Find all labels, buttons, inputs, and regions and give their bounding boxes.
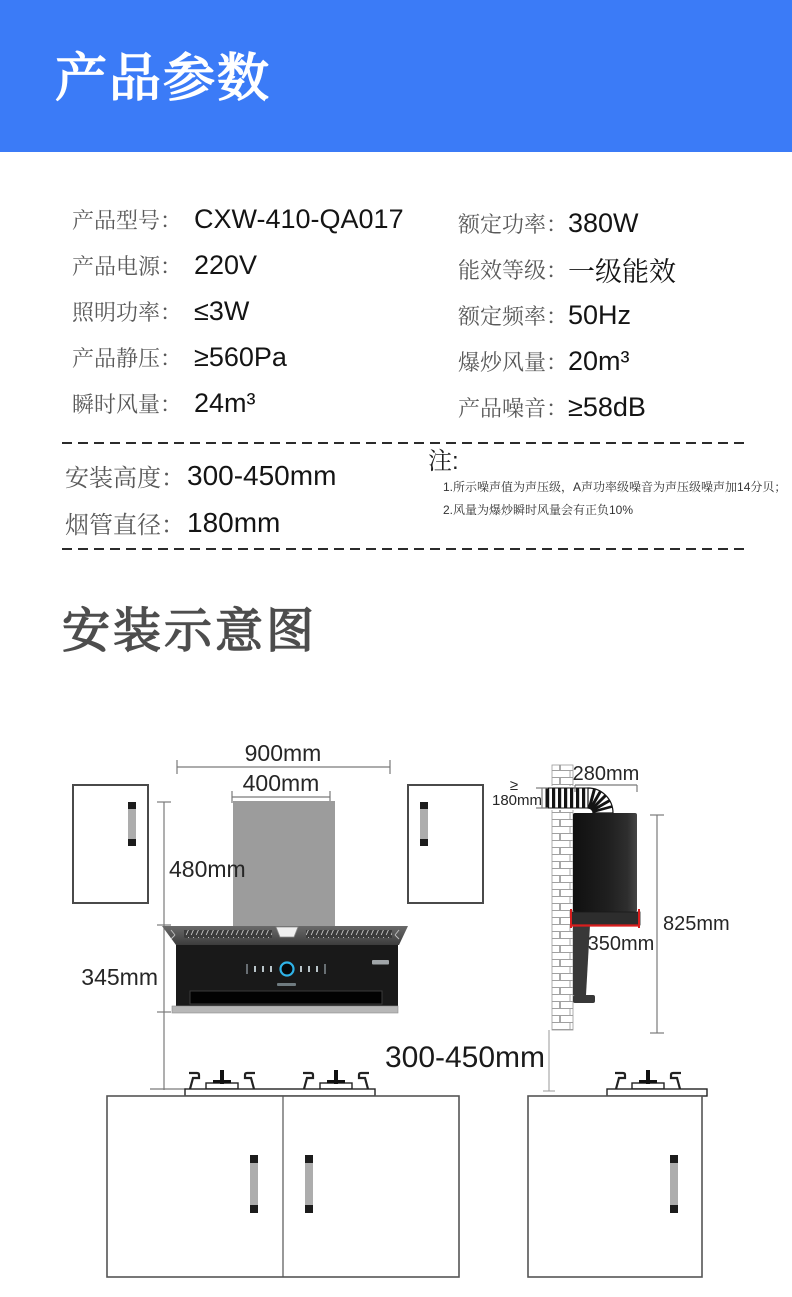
spec-value: ≤3W [194,295,250,326]
installation-diagram [0,737,792,1297]
install-label: 安装高度： [65,465,185,492]
spec-label: 爆炒风量： [458,349,569,375]
notes-block [428,441,787,522]
dim-top-depth: 280mm [572,763,640,785]
hood-model-text [277,983,296,986]
cabinet-handle [128,802,136,846]
wall-cabinet-left [73,785,148,903]
spec-row [72,196,404,242]
spec-row [458,338,676,384]
dim-front-body-height: 345mm [81,964,158,990]
spec-column-right [458,200,676,430]
spec-column-left [72,196,404,426]
spec-value: ≥58dB [568,391,646,422]
dim-total-height: 825mm [663,913,730,935]
note-line-2: 2.风量为爆炒瞬时风量会有正负10% [443,503,634,517]
install-row [65,452,336,499]
cabinet-handle [305,1155,313,1213]
dim-front-total-width: 900mm [244,740,322,766]
install-value: 300-450mm [187,459,337,491]
vent-right [306,930,392,938]
spec-label: 照明功率： [72,299,183,325]
hood-chimney [233,801,335,926]
spec-label: 产品电源： [72,253,183,279]
side-view [492,763,730,1277]
hood-glass-panel [190,991,382,1004]
hood-body [172,945,398,1013]
install-row [65,499,336,546]
dim-body-depth: 350mm [587,933,655,955]
hood-knob [281,963,294,976]
spec-label: 额定功率： [458,211,569,237]
hood-side-plate [571,912,640,925]
spec-value: 50Hz [568,299,632,330]
spec-row [458,246,676,292]
page-title: 产品参数 [55,50,272,108]
spec-value: 一级能效 [568,256,676,287]
spec-value: 220V [194,249,258,280]
spec-row [72,288,404,334]
section-title-installation: 安装示意图 [62,605,318,658]
wall-cabinet-right [408,785,483,903]
front-view [73,740,545,1277]
base-cabinet-side [528,1096,702,1277]
dim-install-height: 300-450mm [384,1041,546,1074]
notes-title: 注: [428,448,459,475]
spec-label: 产品噪音： [458,395,569,421]
dim-front-chimney-height: 480mm [169,856,246,882]
dim-front-duct-width: 400mm [242,770,320,796]
cooktop-front [185,1070,375,1096]
cabinet-handle [670,1155,678,1213]
spec-row [458,384,676,430]
dim-duct-gte: ≥ [509,777,519,794]
dim-duct-diameter: 180mm [491,792,543,809]
spec-row [72,242,404,288]
spec-value: CXW-410-QA017 [194,203,404,234]
spec-row [458,292,676,338]
spec-row [72,334,404,380]
install-label: 烟管直径： [65,512,185,539]
hood-logo [372,960,389,965]
hood-side-profile [571,813,640,1003]
note-line-1: 1.所示噪声值为声压级，A声功率级噪音为声压级噪声加14分贝； [443,480,787,494]
cabinet-handle [420,802,428,846]
spec-value: ≥560Pa [194,341,287,372]
spec-value: 20m³ [568,345,630,376]
divider-dashed-bottom [62,548,750,550]
install-info [65,452,336,546]
hood-canopy [162,926,408,945]
spec-label: 产品静压： [72,345,183,371]
spec-row [458,200,676,246]
vent-left [184,930,272,938]
spec-value: 24m³ [194,387,256,418]
hood-light [276,927,298,937]
spec-row [72,380,404,426]
header-banner [0,0,792,152]
spec-label: 能效等级： [458,257,569,283]
cooktop-side [607,1070,707,1096]
spec-label: 额定频率： [458,303,569,329]
spec-value: 380W [568,207,639,238]
cabinet-handle [250,1155,258,1213]
spec-label: 产品型号： [72,207,183,233]
spec-label: 瞬时风量： [72,391,183,417]
hood-bottom-strip [172,1006,398,1013]
base-cabinet-front [107,1096,459,1277]
install-value: 180mm [187,506,281,538]
